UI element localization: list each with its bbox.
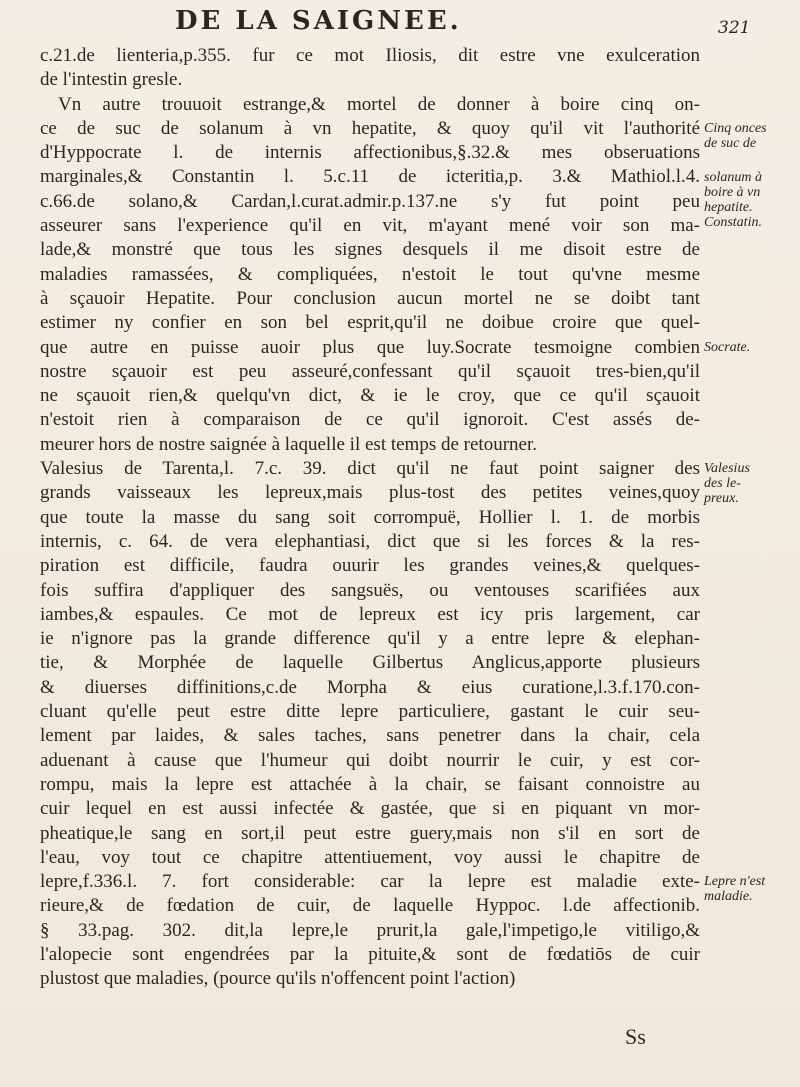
margin-note [704, 874, 765, 904]
text-line: ie n'ignore pas la grande difference qu'il y a entre lepre & elephan- [40, 628, 700, 650]
signature-mark: Ss [625, 1024, 646, 1049]
page-number: 321 [718, 18, 751, 38]
text-line: rieure,& de fœdation de cuir, de laquelle Hyppoc. l.de affectionib. [40, 895, 700, 917]
margin-note [704, 170, 762, 230]
margin-note-row: Socrate. [704, 339, 751, 355]
text-line: cluant qu'elle peut estre ditte lepre particuliere, gastant le cuir seu- [40, 701, 700, 723]
margin-note-row: Valesius [704, 461, 750, 477]
text-line: que toute la masse du sang soit corrompuë, Hollier l. 1. de morbis [40, 506, 700, 528]
text-line: lement par laides, & sales taches, sans penetrer dans la chair, cela [40, 725, 700, 747]
text-line: fois suffira d'appliquer des sangsuës, ou ventouses scarifiées aux [40, 579, 700, 601]
margin-note [704, 340, 750, 355]
running-title: DE LA SAIGNEE. [175, 6, 462, 36]
text-line: iambes,& espaules. Ce mot de lepreux est icy pris largement, car [40, 603, 700, 625]
text-line: n'estoit rien à comparaison de ce qu'il ignoroit. C'est assés de- [40, 409, 700, 431]
margin-note-row: Constatin. [704, 214, 762, 230]
margin-note-row: boire à vn [704, 184, 761, 200]
text-line: plustost que maladies, (pource qu'ils n'offencent point l'action) [40, 968, 516, 990]
text-line: asseurer sans l'experience qu'il en vit, m'ayant mené voir son ma- [40, 215, 700, 237]
text-line: l'eau, voy tout ce chapitre attentiuement, voy aussi le chapitre de [40, 846, 700, 868]
margin-note-row: maladie. [704, 889, 753, 905]
text-line: aduenant à cause que l'humeur qui doibt nourrir le cuir, y est cor- [40, 749, 700, 771]
running-head [0, 6, 800, 42]
text-line: pheatique,le sang en sort,il peut estre guery,mais non s'il en sort de [40, 822, 700, 844]
text-line: estimer ny confier en son bel esprit,qu'il ne doibue croire que quel- [40, 312, 700, 334]
text-line: internis, c. 64. de vera elephantiasi, dict que si les forces & la res- [40, 530, 700, 552]
text-line: ce de suc de solanum à vn hepatite, & quoy qu'il vit l'authorité [40, 117, 700, 139]
margin-note-row: de suc de [704, 135, 757, 151]
margin-note-row: preux. [704, 491, 739, 507]
text-line: piration est difficile, faudra ouurir les grandes veines,& quelques- [40, 555, 700, 577]
text-line: lepre,f.336.l. 7. fort considerable: car la lepre est maladie exte- [40, 871, 700, 893]
margin-note-row: des le- [704, 476, 741, 492]
text-line: grands vaisseaux les lepreux,mais plus-tost des petites veines,quoy [40, 482, 700, 504]
margin-note-row: Cinq onces [704, 120, 767, 136]
text-line: ne sçauoit rien,& quelqu'vn dict, & ie le croy, que ce qu'il sçauoit [40, 385, 700, 407]
margin-note-row: Lepre n'est [704, 874, 766, 890]
body-text [40, 44, 700, 992]
text-line: Vn autre trouuoit estrange,& mortel de donner à boire cinq on- [58, 93, 700, 115]
text-line: lade,& monstré que tous les signes desquels il me disoit estre de [40, 239, 700, 261]
text-line: d'Hyppocrate l. de internis affectionibus,§.32.& mes obseruations [40, 142, 700, 164]
text-line: de l'intestin gresle. [40, 69, 183, 91]
margin-note [704, 461, 750, 506]
text-line: que autre en puisse auoir plus que luy.Socrate tesmoigne combien [40, 336, 700, 358]
text-line: nostre sçauoir est peu asseuré,confessant qu'il sçauoit tres-bien,qu'il [40, 360, 700, 382]
text-line: à sçauoir Hepatite. Pour conclusion aucun mortel ne se doibt tant [40, 287, 700, 309]
margin-note-row: hepatite. [704, 199, 753, 215]
margin-note [704, 121, 767, 151]
text-line: tie, & Morphée de laquelle Gilbertus Anglicus,apporte plusieurs [40, 652, 700, 674]
margin-note-row: solanum à [704, 169, 762, 185]
text-line: l'alopecie sont engendrées par la pituite,& sont de fœdatiōs de cuir [40, 943, 700, 965]
text-line: rompu, mais la lepre est attachée à la chair, se faisant connoistre au [40, 773, 700, 795]
text-line: meurer hors de nostre saignée à laquelle il est temps de retourner. [40, 433, 537, 455]
text-line: maladies ramassées, & compliquées, n'estoit le tout qu'vne mesme [40, 263, 700, 285]
text-line: § 33.pag. 302. dit,la lepre,le prurit,la gale,l'impetigo,le vitiligo,& [40, 919, 700, 941]
text-line: c.66.de solano,& Cardan,l.curat.admir.p.137.ne s'y fut point peu [40, 190, 700, 212]
text-line: cuir lequel en est aussi infectée & gastée, que si en piquant vn mor- [40, 798, 700, 820]
text-line: c.21.de lienteria,p.355. fur ce mot Iliosis, dit estre vne exulceration [40, 45, 700, 66]
text-line: & diuerses diffinitions,c.de Morpha & eius curatione,l.3.f.170.con- [40, 676, 700, 698]
text-line: Valesius de Tarenta,l. 7.c. 39. dict qu'il ne faut point saigner des [40, 458, 700, 480]
text-line: marginales,& Constantin l. 5.c.11 de icteritia,p. 3.& Mathiol.l.4. [40, 166, 700, 188]
